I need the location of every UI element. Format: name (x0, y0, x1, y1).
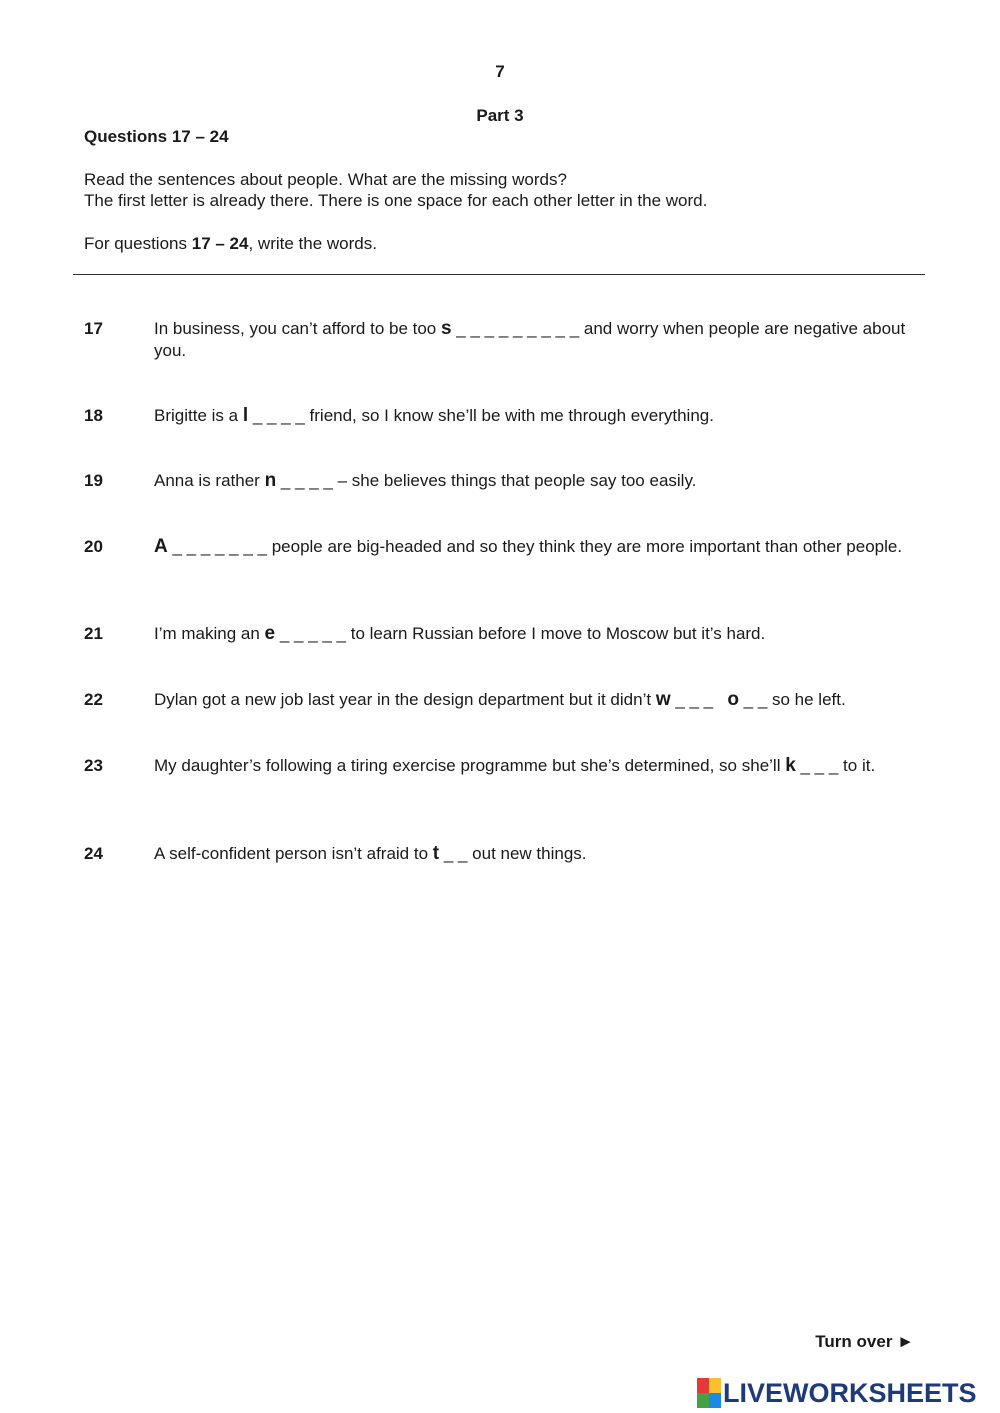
first-letter: w (655, 689, 671, 710)
first-letter: l (242, 405, 249, 426)
answer-blank[interactable]: _ _ _ (670, 690, 714, 709)
question-21 (84, 623, 924, 645)
part-title: Part 3 (476, 106, 524, 125)
answer-blank[interactable]: _ _ _ _ _ to learn Russian before I move to Moscow but it’s hard. (275, 624, 766, 643)
question-text: Brigitte is a l _ _ _ _ friend, so I know she’ll be with me through everything. (154, 405, 714, 426)
question-22 (84, 689, 924, 711)
answer-blank[interactable]: _ _ _ _ _ _ _ _ _ and worry when people are negative about you. (154, 319, 906, 360)
question-text: Dylan got a new job last year in the design department but it didn’t w _ _ _ o _ _ so he left. (154, 689, 846, 710)
first-letter: t (432, 843, 440, 864)
answer-blank[interactable]: _ _ _ to it. (795, 756, 876, 775)
question-18 (84, 405, 924, 427)
second-word-letter: o (727, 689, 739, 710)
question-number: 18 (84, 406, 103, 425)
question-number: 19 (84, 471, 103, 490)
first-letter: e (264, 623, 276, 644)
divider (73, 274, 925, 275)
first-letter: n (264, 470, 277, 491)
question-text: Anna is rather n _ _ _ _ – she believes things that people say too easily. (154, 470, 697, 491)
question-number: 22 (84, 690, 103, 709)
page-number: 7 (495, 62, 505, 81)
liveworksheets-brand (697, 1376, 977, 1410)
question-number: 21 (84, 624, 103, 643)
question-number: 17 (84, 319, 103, 338)
question-20 (84, 536, 924, 558)
turn-over-label: Turn over ► (815, 1332, 914, 1351)
question-23 (84, 755, 924, 777)
answer-blank[interactable]: _ _ _ _ _ _ _ people are big-headed and so they think they are more important than other people. (167, 537, 903, 556)
instruction-line-2: The first letter is already there. There is one space for each other letter in the word. (84, 191, 708, 210)
answer-blank[interactable]: _ _ out new things. (439, 844, 587, 863)
instruction-line-1: Read the sentences about people. What are the missing words? (84, 170, 567, 189)
question-text: My daughter’s following a tiring exercise programme but she’s determined, so she’ll k _ _ _ to it. (154, 755, 876, 776)
brand-name: LIVEWORKSHEETS (723, 1377, 977, 1408)
instruction-suffix: , write the words. (248, 234, 377, 253)
question-text (154, 536, 924, 558)
questions-range-heading: Questions 17 – 24 (84, 127, 229, 146)
instruction-prefix: For questions (84, 234, 192, 253)
liveworksheets-logo-icon (697, 1378, 721, 1408)
question-19 (84, 470, 924, 492)
question-text: A self-confident person isn’t afraid to t _ _ out new things. (154, 843, 587, 864)
question-text: In business, you can’t afford to be too s _ _ _ _ _ _ _ _ _ and worry when people are negative about you. (154, 318, 906, 360)
instructions (84, 169, 707, 254)
answer-blank[interactable]: _ _ _ _ – she believes things that people say too easily. (276, 471, 697, 490)
instruction-range: 17 – 24 (191, 234, 249, 253)
instruction-line-3 (84, 233, 707, 254)
question-number: 24 (84, 844, 103, 863)
question-17 (84, 318, 924, 362)
first-letter: A (154, 536, 168, 557)
question-number: 20 (84, 537, 103, 556)
answer-blank-2[interactable]: _ _ so he left. (738, 690, 846, 709)
first-letter: s (440, 318, 452, 339)
question-24 (84, 843, 924, 865)
question-text: I’m making an e _ _ _ _ _ to learn Russian before I move to Moscow but it’s hard. (154, 623, 766, 644)
answer-blank[interactable]: _ _ _ _ friend, so I know she’ll be with me through everything. (248, 406, 714, 425)
first-letter: k (785, 755, 796, 776)
question-number: 23 (84, 756, 103, 775)
